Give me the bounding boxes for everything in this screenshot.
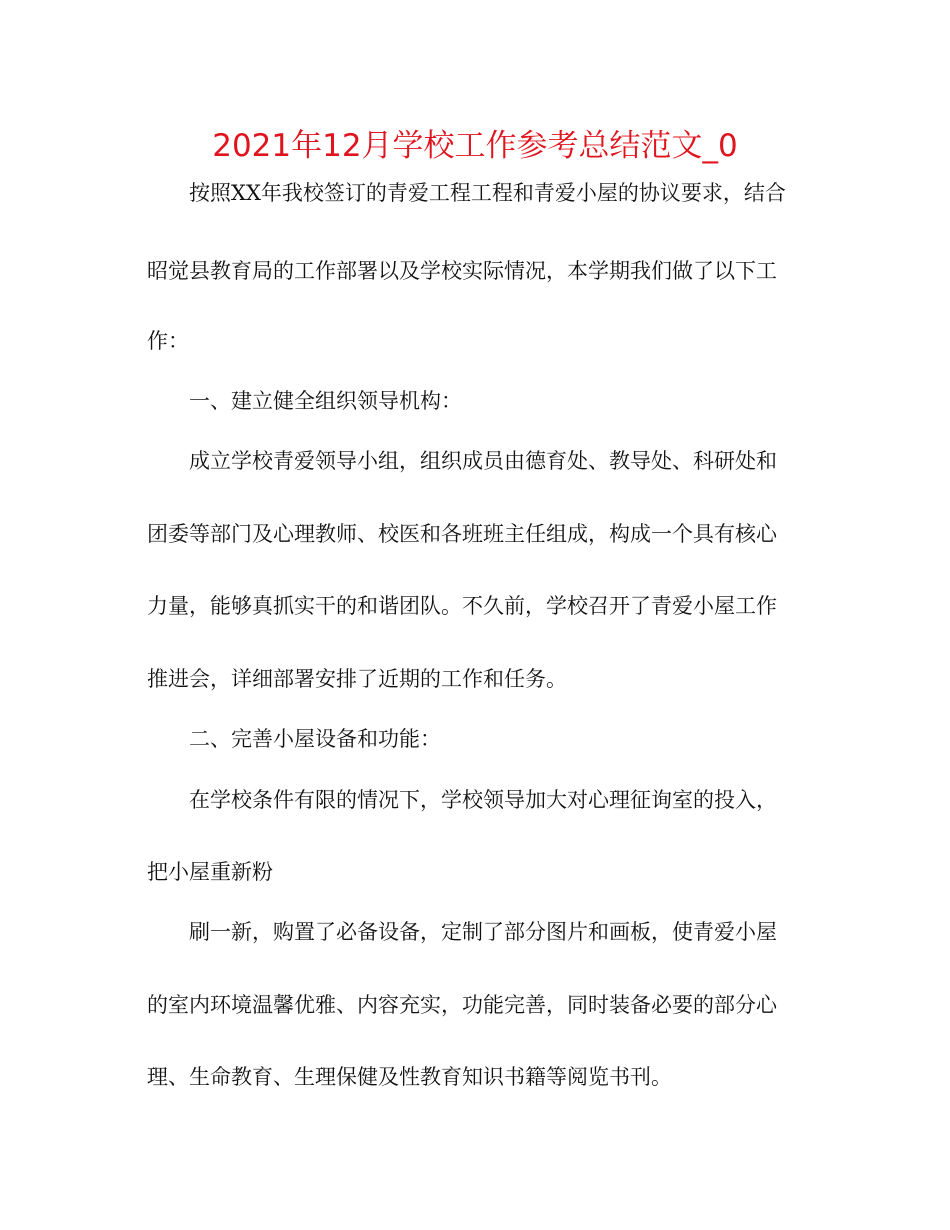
- section-heading: 一、建立健全组织领导机构：: [147, 389, 462, 413]
- paragraph-line: 团委等部门及心理教师、校医和各班班主任组成，构成一个具有核心: [147, 522, 777, 546]
- paragraph-line: 作：: [147, 329, 189, 353]
- paragraph-line: 力量，能够真抓实干的和谐团队。不久前，学校召开了青爱小屋工作: [147, 594, 777, 618]
- paragraph-line: 刷一新，购置了必备设备，定制了部分图片和画板，使青爱小屋: [147, 920, 777, 944]
- paragraph-line: 把小屋重新粉: [147, 860, 273, 884]
- section-heading: 二、完善小屋设备和功能：: [147, 727, 441, 751]
- paragraph-line: 按照XX年我校签订的青爱工程工程和青爱小屋的协议要求，结合: [147, 181, 786, 205]
- document-title: 2021年12月学校工作参考总结范文_0: [212, 128, 738, 164]
- paragraph-line: 推进会，详细部署安排了近期的工作和任务。: [147, 667, 567, 691]
- paragraph-line: 的室内环境温馨优雅、内容充实，功能完善，同时装备必要的部分心: [147, 993, 777, 1017]
- paragraph-line: 理、生命教育、生理保健及性教育知识书籍等阅览书刊。: [147, 1065, 672, 1089]
- paragraph-line: 昭觉县教育局的工作部署以及学校实际情况，本学期我们做了以下工: [147, 259, 777, 283]
- paragraph-line: 在学校条件有限的情况下，学校领导加大对心理征询室的投入，: [147, 788, 777, 812]
- paragraph-line: 成立学校青爱领导小组，组织成员由德育处、教导处、科研处和: [147, 449, 777, 473]
